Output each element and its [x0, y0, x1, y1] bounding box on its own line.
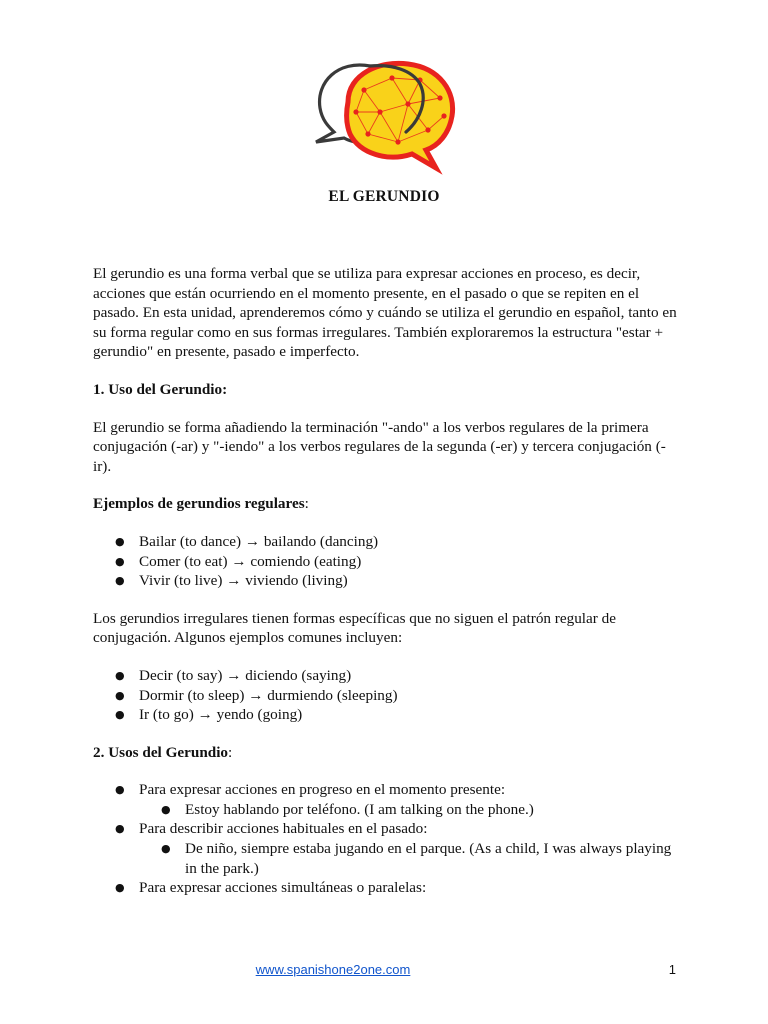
page-number: 1 — [668, 962, 676, 977]
list-item — [93, 878, 683, 898]
list-item: ● Decir (to say) → diciendo (saying) — [93, 666, 683, 686]
section-heading — [93, 743, 683, 763]
section-heading-text: 2. Usos del Gerundio — [93, 743, 229, 761]
section-paragraph: El gerundio se forma añadiendo la terminación "-ando" a los verbos regulares de la primera conjugación (-ar) y "-iendo" a los verbos regulares de la segunda (-er) y tercera conjugación (-ir). — [93, 418, 666, 475]
subsection-heading-text: Ejemplos de gerundios regulares — [93, 495, 305, 513]
list-item — [93, 819, 683, 878]
footer-website-link[interactable]: www.spanishone2one.com — [255, 962, 411, 977]
speech-bubbles-network-logo — [308, 50, 458, 182]
nested-list — [139, 839, 683, 878]
section-heading: 1. Uso del Gerundio: — [93, 380, 228, 398]
irregular-examples-list — [93, 666, 683, 725]
list-item: ● Estoy hablando por teléfono. (I am talking on the phone.) — [139, 800, 683, 820]
list-item: ● De niño, siempre estaba jugando en el parque. (As a child, I was always playing in the park.) — [139, 839, 683, 878]
list-item: ● Dormir (to sleep) → durmiendo (sleeping) — [93, 686, 683, 706]
nested-list — [139, 800, 683, 820]
use-label: Para expresar acciones simultáneas o paralelas: — [139, 879, 427, 897]
regular-examples-list — [93, 532, 683, 591]
intro-paragraph: El gerundio es una forma verbal que se utiliza para expresar acciones en proceso, es decir, acciones que están ocurriendo en el momento presente, en el pasado o que se repiten en el pasado. En esta unidad, aprenderemos cómo y cuándo se utiliza el gerundio en español, tanto en su forma regular como en sus formas irregulares. También exploraremos la estructura "estar + gerundio" en presente, pasado e imperfecto. — [93, 265, 677, 361]
section-heading-suffix: : — [228, 743, 233, 761]
uses-list — [93, 780, 683, 898]
section-paragraph: Los gerundios irregulares tienen formas específicas que no siguen el patrón regular de conjugación. Algunos ejemplos comunes incluyen: — [93, 609, 616, 647]
page-title: EL GERUNDIO — [328, 188, 440, 205]
document-body — [93, 264, 683, 898]
use-label: Para describir acciones habituales en el pasado: — [139, 820, 428, 838]
list-item: ● Vivir (to live) → viviendo (living) — [93, 571, 683, 591]
use-label: Para expresar acciones en progreso en el momento presente: — [139, 781, 506, 799]
subsection-heading-suffix: : — [304, 495, 309, 513]
list-item: ● Comer (to eat) → comiendo (eating) — [93, 552, 683, 572]
list-item — [93, 780, 683, 819]
list-item: ● Ir (to go) → yendo (going) — [93, 705, 683, 725]
subsection-heading — [93, 494, 683, 514]
list-item: ● Bailar (to dance) → bailando (dancing) — [93, 532, 683, 552]
